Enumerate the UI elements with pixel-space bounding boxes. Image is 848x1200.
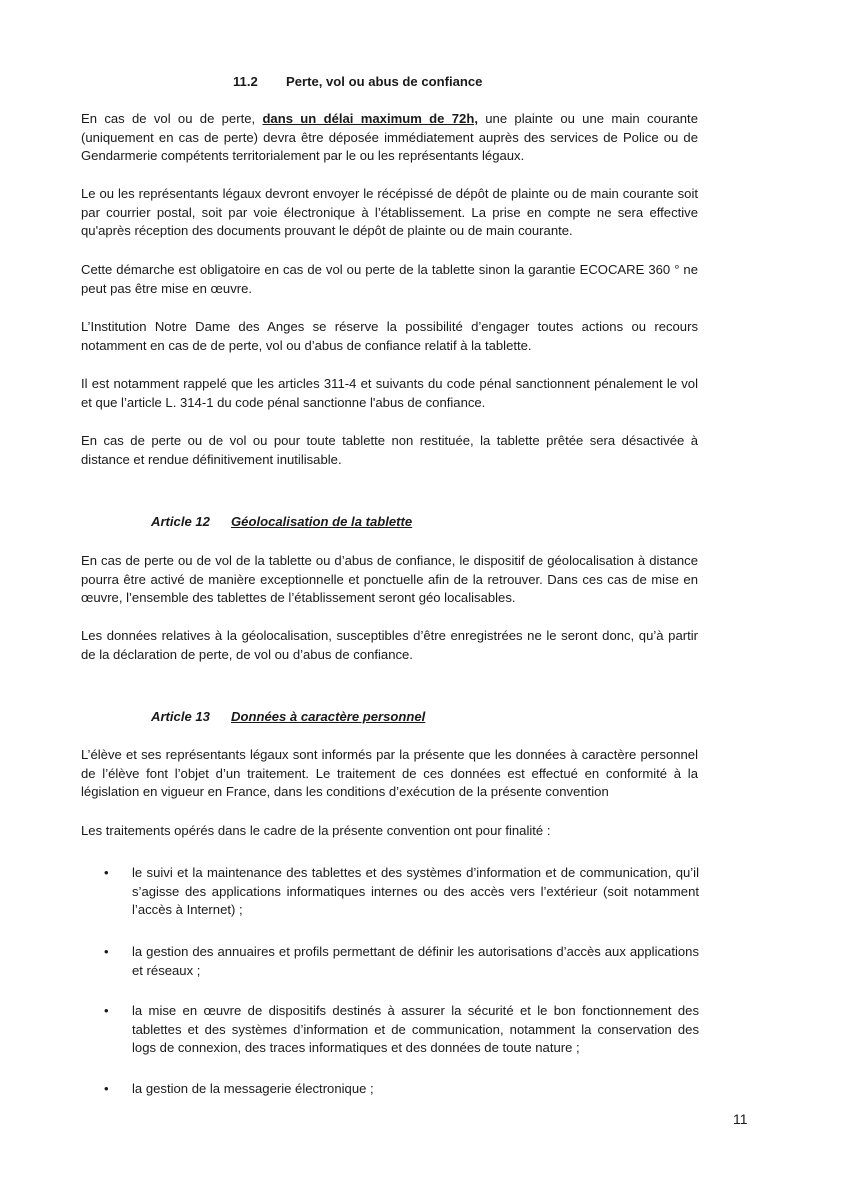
list-item-text: le suivi et la maintenance des tablettes et des systèmes d’information et de communication, qu’il s’agisse des applications informatiques internes ou des accès vers l’extérieur (soit notamment l’accès à Internet) ; <box>132 865 699 917</box>
list-item-text: la gestion des annuaires et profils permettant de définir les autorisations d’accès aux applications et réseaux ; <box>132 944 699 978</box>
bullet-icon: • <box>104 1081 109 1096</box>
paragraph-purposes-intro <box>81 822 698 841</box>
paragraph-text: Les données relatives à la géolocalisation, susceptibles d’être enregistrées ne le seront donc, qu’à partir de la déclaration de perte, de vol ou d’abus de confiance. <box>81 628 698 662</box>
paragraph-geolocation-activation <box>81 552 698 608</box>
article-number: Article 13 <box>151 709 210 724</box>
paragraph-text: L’élève et ses représentants légaux sont informés par la présente que les données à caractère personnel de l’élève font l’objet d’un traitement. Le traitement de ces données est effectué en conformité à la législation en vigueur en France, dans les conditions d’exécution de la présente convention <box>81 747 698 799</box>
paragraph-penal-code <box>81 375 698 412</box>
article-number: Article 12 <box>151 514 210 529</box>
paragraph-geolocation-data <box>81 627 698 664</box>
paragraph-deactivation <box>81 432 698 469</box>
list-item-text: la mise en œuvre de dispositifs destinés à assurer la sécurité et le bon fonctionnement des tablettes et des systèmes d’information et de communication, notamment la conservation des logs de connexion, des traces informatiques et des données de toute nature ; <box>132 1003 699 1055</box>
paragraph-institution-rights <box>81 318 698 355</box>
paragraph-text: En cas de vol ou de perte, <box>81 111 263 126</box>
list-item <box>104 1002 699 1058</box>
bullet-icon: • <box>104 1003 109 1018</box>
paragraph-mandatory-procedure <box>81 261 698 298</box>
article-13-heading <box>151 708 425 727</box>
paragraph-loss-theft-complaint <box>81 110 698 166</box>
paragraph-text: une plainte ou une main courante (uniquement en cas de perte) devra être déposée immédiatement auprès des services de Police ou de Gendarmerie compétents territorialement par le ou les représentants légaux. <box>81 111 698 163</box>
list-item <box>104 943 699 980</box>
article-title: Données à caractère personnel <box>231 709 426 724</box>
page-number: 11 <box>733 1111 748 1127</box>
paragraph-text: En cas de perte ou de vol ou pour toute tablette non restituée, la tablette prêtée sera désactivée à distance et rendue définitivement inutilisable. <box>81 433 698 467</box>
article-title: Géolocalisation de la tablette <box>231 514 413 529</box>
section-title: Perte, vol ou abus de confiance <box>286 74 483 89</box>
paragraph-text: L’Institution Notre Dame des Anges se réserve la possibilité d’engager toutes actions ou recours notamment en cas de de perte, vol ou d’abus de confiance relatif à la tablette. <box>81 319 698 353</box>
section-heading <box>233 73 482 92</box>
paragraph-text: Cette démarche est obligatoire en cas de vol ou perte de la tablette sinon la garantie ECOCARE 360 ° ne peut pas être mise en œuvre. <box>81 262 698 296</box>
article-12-heading <box>151 513 412 532</box>
list-item-text: la gestion de la messagerie électronique ; <box>132 1081 374 1096</box>
deadline-emphasis: dans un délai maximum de 72h, <box>262 111 478 126</box>
paragraph-text: Les traitements opérés dans le cadre de la présente convention ont pour finalité : <box>81 823 551 838</box>
paragraph-text: En cas de perte ou de vol de la tablette ou d’abus de confiance, le dispositif de géolocalisation à distance pourra être activé de manière exceptionnelle et ponctuelle afin de la retrouver. Dans ces cas de mise en œuvre, l’ensemble des tablettes de l’établissement seront géo localisables. <box>81 553 698 605</box>
list-item <box>104 1080 699 1099</box>
section-number: 11.2 <box>233 74 258 89</box>
paragraph-personal-data <box>81 746 698 802</box>
bullet-icon: • <box>104 865 109 880</box>
paragraph-text: Il est notamment rappelé que les articles 311-4 et suivants du code pénal sanctionnent pénalement le vol et que l’article L. 314-1 du code pénal sanctionne l'abus de confiance. <box>81 376 698 410</box>
bullet-icon: • <box>104 944 109 959</box>
list-item <box>104 864 699 920</box>
paragraph-receipt-sending <box>81 185 698 241</box>
paragraph-text: Le ou les représentants légaux devront envoyer le récépissé de dépôt de plainte ou de main courante soit par courrier postal, soit par voie électronique à l’établissement. La prise en compte ne sera effective qu'après réception des documents prouvant le dépôt de plainte ou de main courante. <box>81 186 698 238</box>
